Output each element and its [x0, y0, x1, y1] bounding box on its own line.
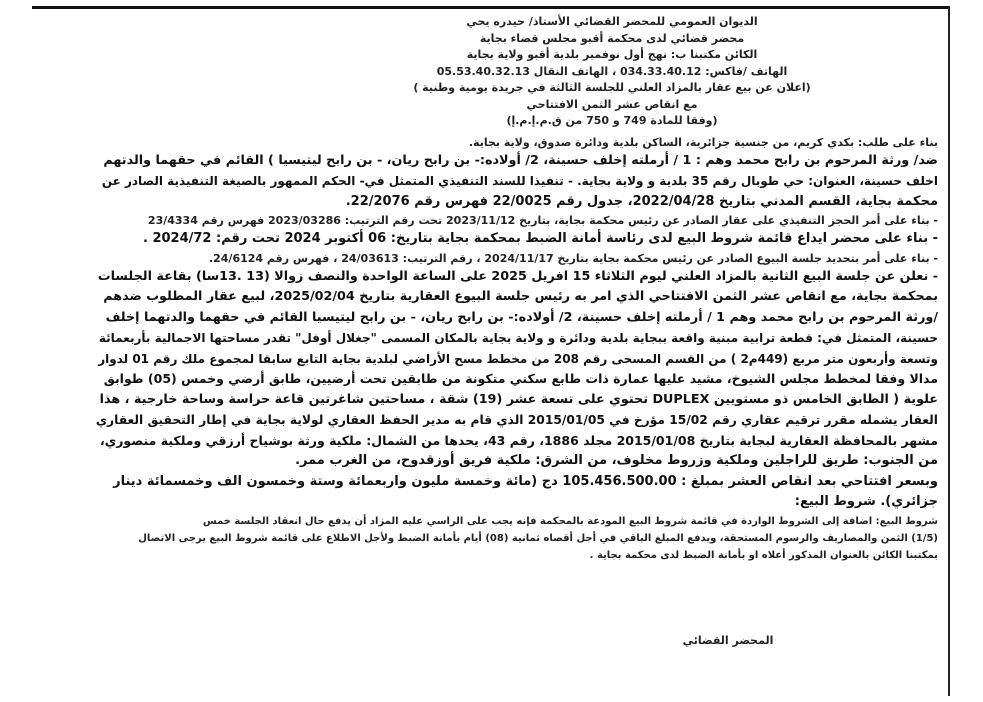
announcement-line: من الجنوب: طريق للراجلين وملكية وزروط مخلوف، من الشرق: ملكية فريق أوزقدوح، من الغرب ممر. — [295, 453, 938, 468]
address-line: اخلف حسينة، العنوان: حي طوبال رقم 35 بلدية و ولاية بجاية. - تنفيذا للسند التنفيذي المتمثل في- الحكم الممهور بالصيغة التنفيذية الصادر عن — [101, 174, 938, 188]
notice-header — [332, 14, 938, 130]
sale-conditions-line: (1/5) الثمن والمصاريف والرسوم المستحقة، ويدفع المبلغ الباقي في أجل أقصاه ثمانية (08) أيام بأمانة الضبط ولأجل الاطلاع على قائمة شروط البيع يرجى الاتصال — [138, 532, 938, 544]
announcement-line: /ورثة المرحوم بن رابح محمد وهم 1 / أرملته إخلف حسينة، 2/ أولاده:- بن رابح ريان، - بن رابح ليتيسيا القائم في حقهما والدتهما إخلف — [105, 309, 938, 325]
seizure-order-line: - بناء على أمر الحجز التنفيذي على عقار الصادر عن رئيس محكمة بجاية، بتاريخ 2023/11/12 تحت رقم الترتيب: 2023/03286 فهرس رقم 23/4334 — [147, 214, 938, 227]
opening-price-line: وبسعر افتتاحي بعد انقاص العشر بمبلغ : 105.456.500.00 دج (مائة وخمسة مليون واربعمائة وستة وخمسون الف وخمسمائة دينار — [113, 473, 938, 489]
header-phone: الهاتف /فاكس: 034.33.40.12 ، الهاتف النقال 05.53.40.32.13 — [436, 64, 788, 78]
requester-line: بناء على طلب: بكدي كريم، من جنسية جزائرية، الساكن بلدية ودائرة صدوق، ولاية بجاية. — [468, 135, 938, 149]
auction-notice — [96, 14, 938, 564]
header-office: الديوان العمومي للمحضر القضائي الأستاذ/ حيدره يحي — [466, 15, 758, 28]
defendants-line: ضد/ ورثة المرحوم بن رابح محمد وهم : 1 / أرملته إخلف حسينة، 2/ أولاده:- بن رابح ريان، - بن رابح ليتيسيا ) القائم في حقهما والدتهم — [103, 152, 938, 168]
announcement-line: بمحكمة بجاية، مع انقاص عشر الثمن الافتتاحي الذي امر به رئيس جلسة البيوع العقارية بتاريخ 2025/02/04، لبيع عقار المطلوب ضدهم — [103, 289, 938, 304]
announcement-line: وتسعة وأربعون متر مربع (449م2 ) من القسم المسحى رقم 208 من مخطط مسح الأراضي لبلدية بجاية التابع سابقا لمجموع ملك رقم 01 لدوار — [98, 351, 938, 366]
bailiff-signature: المحضر القضائي — [682, 634, 774, 647]
header-address: الكائن مكتبنا ب: نهج أول نوفمبر بلدية أقبو ولاية بجاية — [466, 48, 758, 61]
header-court: محضر قضائي لدى محكمة أقبو مجلس قضاء بجاية — [479, 31, 745, 45]
opening-price-line: جزائري). شروط البيع: — [794, 494, 938, 509]
announcement-line: علوية ( الطابق الخامس ذو مستويين DUPLEX تحتوي على تسعة عشر (19) شقة ، مساحتين شاغرتين قاعة حراسة وساحة خارجية ، هذا — [99, 391, 938, 407]
sale-conditions-line: بمكتبنا الكائن بالعنوان المذكور أعلاه او بأمانة الضبط لدى محكمة بجاية . — [589, 549, 938, 561]
judgment-line: محكمة بجاية، القسم المدني بتاريخ 2022/04/28، جدول رقم 22/0025 فهرس رقم 22/2076. — [345, 193, 938, 209]
announcement-line: - نعلن عن جلسة البيع الثانية بالمزاد العلني ليوم الثلاثاء 15 افريل 2025 على الساعة الواحدة والنصف زوالا (13 .13سا) بقاعة الجلسات — [97, 268, 938, 284]
announcement-line: مدالا وفقا لمخطط مجلس الشيوخ، مشيد عليها عمارة ذات طابع سكني متكونة من طابقين تحت أرضيين، طابق أرضي وخمس (05) طوابق — [103, 371, 938, 386]
header-announcement: (اعلان عن بيع عقار بالمزاد العلني للجلسة الثالثة في جريدة يومية وطنية ) — [413, 81, 811, 94]
header-price-reduction: مع انقاص عشر الثمن الافتتاحي — [526, 97, 698, 111]
announcement-line: العقار يشمله مقرر ترقيم عقاري رقم 15/02 مؤرخ في 2015/01/05 الذي قام به مدير الحفظ العقاري لولاية بجاية في إطار التحقيق العقاري — [95, 413, 938, 427]
header-legal-reference: (وفقا للمادة 749 و 750 من ق.م.إ.م.إ) — [506, 114, 718, 127]
deposit-line: - بناء على محضر ايداع قائمة شروط البيع لدى رئاسة أمانة الضبط بمحكمة بجاية بتاريخ: 06 أكتوبر 2024 تحت رقم: 2024/72 . — [142, 231, 938, 246]
session-order-line: - بناء على أمر بتحديد جلسة البيوع الصادر عن رئيس محكمة بجاية بتاريخ 2024/11/17 ، رقم الترتيب: 24/03613 ، فهرس رقم 24/6124. — [208, 251, 938, 265]
top-border-line — [32, 6, 950, 9]
announcement-line: حسينة، المتمثل في: قطعة ترابية مبنية واقعة ببجاية بلدية ودائرة و ولاية بجاية بالمكان المسمى "جغلال أوفل" تقدر مساحتها الاجمالية بأربعمائة — [98, 331, 938, 345]
notice-body — [96, 134, 938, 564]
sale-conditions-line: شروط البيع: اضافة إلى الشروط الواردة في قائمة شروط البيع المودعة بالمحكمة فإنه يجب على الراسي عليه المزاد أن يدفع حال انعقاد الجلسة خمس — [202, 515, 938, 527]
right-border-line — [948, 6, 950, 696]
announcement-line: مشهر بالمحافظة العقارية لبجاية بتاريخ 2015/01/08 مجلد 1886، رقم 43، يحدها من الشمال: ملكية ورثة بوشياح أرزقي وملكية منصوري، — [100, 432, 938, 448]
